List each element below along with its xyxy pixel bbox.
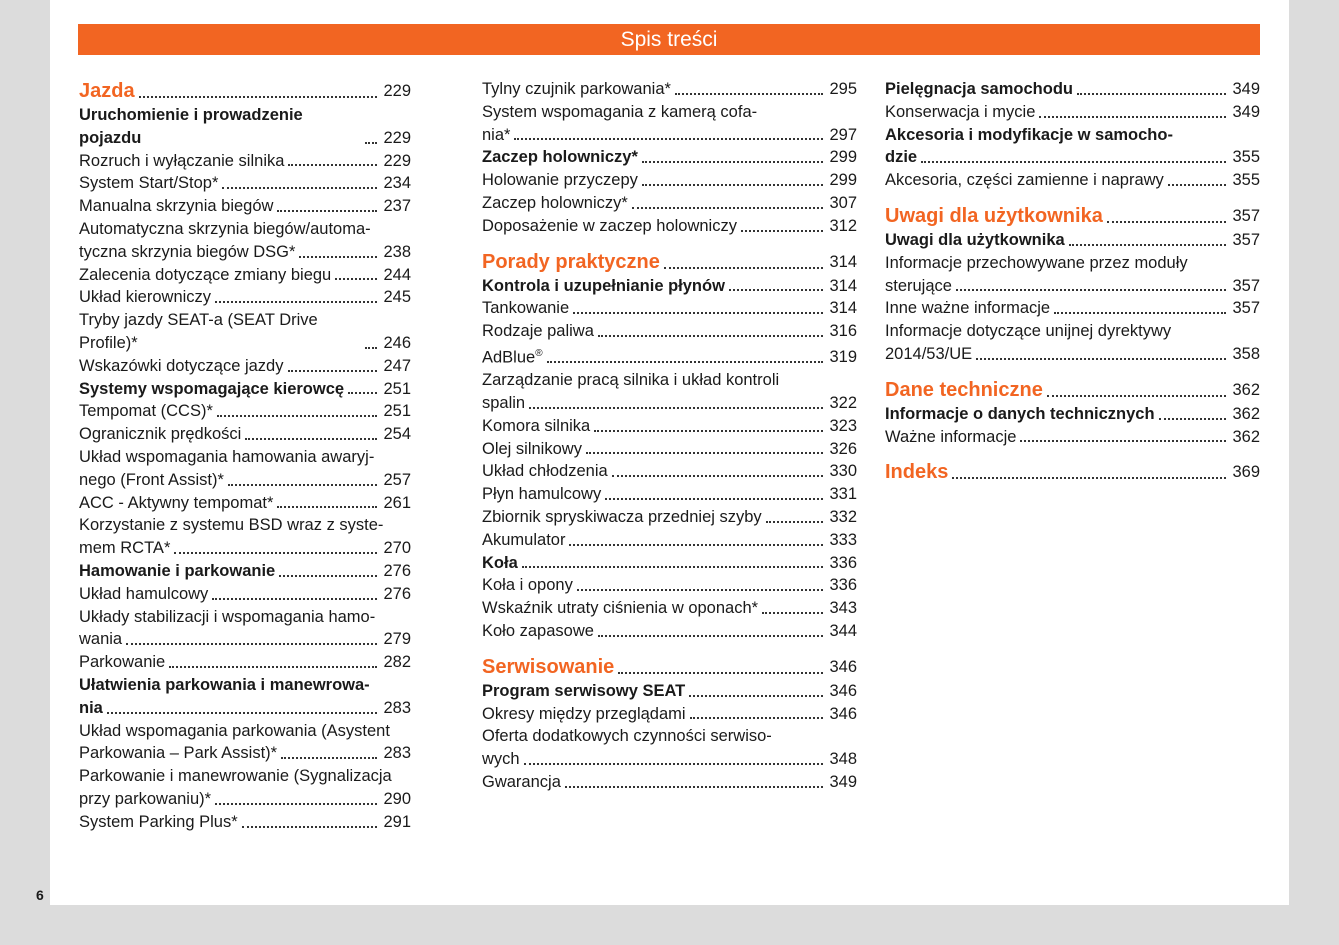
toc-entry[interactable] bbox=[79, 355, 411, 378]
toc-entry-title: Zaczep holowniczy* bbox=[482, 193, 628, 212]
toc-entry-title-line: Informacje dotyczące unijnej dyrektywy bbox=[885, 322, 1172, 341]
dot-leader bbox=[212, 598, 377, 600]
toc-entry-page: 283 bbox=[383, 744, 411, 763]
toc-entry-page: 244 bbox=[383, 265, 411, 284]
dot-leader bbox=[618, 672, 823, 674]
dot-leader bbox=[348, 392, 377, 394]
dot-leader bbox=[365, 142, 377, 144]
toc-entry-page: 291 bbox=[383, 812, 411, 831]
toc-section-entry[interactable] bbox=[482, 249, 857, 275]
dot-leader bbox=[675, 93, 823, 95]
toc-entry-page: 251 bbox=[383, 402, 411, 421]
toc-entry-page: 238 bbox=[383, 242, 411, 261]
toc-entry[interactable] bbox=[79, 606, 411, 652]
dot-leader bbox=[642, 161, 823, 163]
dot-leader bbox=[299, 256, 377, 258]
toc-entry-title: Komora silnika bbox=[482, 416, 591, 435]
toc-entry[interactable] bbox=[885, 78, 1260, 101]
dot-leader bbox=[522, 566, 823, 568]
dot-leader bbox=[976, 358, 1226, 360]
toc-entry-title: wania bbox=[79, 630, 123, 649]
toc-entry[interactable] bbox=[482, 369, 857, 415]
toc-entry-page: 355 bbox=[1232, 148, 1260, 167]
toc-entry-title: Wskazówki dotyczące jazdy bbox=[79, 356, 284, 375]
dot-leader bbox=[594, 430, 823, 432]
dot-leader bbox=[281, 757, 377, 759]
dot-leader bbox=[215, 301, 377, 303]
toc-entry-page: 234 bbox=[383, 174, 411, 193]
dot-leader bbox=[1054, 312, 1226, 314]
dot-leader bbox=[1069, 244, 1226, 246]
toc-entry-page: 237 bbox=[383, 197, 411, 216]
toc-entry-page: 344 bbox=[829, 622, 857, 641]
toc-entry-page: 362 bbox=[1232, 404, 1260, 423]
toc-entry-page: 346 bbox=[829, 657, 857, 676]
toc-entry-page: 261 bbox=[383, 493, 411, 512]
toc-entry-page: 346 bbox=[829, 704, 857, 723]
toc-entry-title: Parkowania – Park Assist)* bbox=[79, 744, 278, 763]
dot-leader bbox=[605, 498, 823, 500]
toc-entry-title: Konserwacja i mycie bbox=[885, 102, 1036, 121]
dot-leader bbox=[169, 666, 377, 668]
toc-entry-page: 358 bbox=[1232, 344, 1260, 363]
toc-entry-page: 290 bbox=[383, 789, 411, 808]
dot-leader bbox=[1020, 440, 1226, 442]
toc-entry[interactable] bbox=[79, 195, 411, 218]
toc-section-entry[interactable] bbox=[885, 377, 1260, 403]
toc-entry-page: 349 bbox=[829, 773, 857, 792]
toc-entry-page: 333 bbox=[829, 530, 857, 549]
toc-entry-title: Rodzaje paliwa bbox=[482, 322, 594, 341]
toc-entry[interactable] bbox=[79, 264, 411, 287]
dot-leader bbox=[642, 184, 823, 186]
dot-leader bbox=[689, 695, 823, 697]
toc-column-2 bbox=[482, 78, 857, 794]
dot-leader bbox=[524, 763, 823, 765]
toc-entry-title: Koła i opony bbox=[482, 576, 573, 595]
dot-leader bbox=[766, 521, 823, 523]
toc-entry-title-line: Układ wspomagania hamowania awaryj- bbox=[79, 447, 375, 466]
toc-entry-title: Układ kierowniczy bbox=[79, 288, 212, 307]
toc-entry-title: Zbiornik spryskiwacza przedniej szyby bbox=[482, 508, 762, 527]
page-number: 6 bbox=[36, 887, 44, 903]
dot-leader bbox=[586, 452, 823, 454]
toc-entry[interactable] bbox=[482, 552, 857, 575]
toc-entry-title-line: Informacje przechowywane przez moduły bbox=[885, 253, 1188, 272]
toc-entry-title-line: Korzystanie z systemu BSD wraz z syste- bbox=[79, 516, 384, 535]
toc-entry-page: 355 bbox=[1232, 171, 1260, 190]
toc-entry-page: 251 bbox=[383, 379, 411, 398]
toc-entry-title: Gwarancja bbox=[482, 773, 561, 792]
toc-entry[interactable] bbox=[79, 720, 411, 766]
toc-entry-page: 307 bbox=[829, 193, 857, 212]
toc-entry[interactable] bbox=[482, 146, 857, 169]
toc-entry[interactable] bbox=[482, 169, 857, 192]
toc-entry-title: nia* bbox=[482, 125, 511, 144]
toc-entry-title: Systemy wspomagające kierowcę bbox=[79, 379, 345, 398]
dot-leader bbox=[279, 575, 377, 577]
toc-entry[interactable] bbox=[79, 400, 411, 423]
toc-entry[interactable] bbox=[482, 460, 857, 483]
dot-leader bbox=[573, 312, 823, 314]
toc-entry-title: Wskaźnik utraty ciśnienia w oponach* bbox=[482, 599, 759, 618]
toc-entry-page: 362 bbox=[1232, 427, 1260, 446]
toc-entry-page: 276 bbox=[383, 561, 411, 580]
dot-leader bbox=[222, 187, 377, 189]
toc-entry-page: 336 bbox=[829, 553, 857, 572]
dot-leader bbox=[1168, 184, 1226, 186]
toc-entry-page: 270 bbox=[383, 539, 411, 558]
toc-entry-title: sterujące bbox=[885, 276, 952, 295]
toc-entry-title: Rozruch i wyłączanie silnika bbox=[79, 151, 285, 170]
toc-entry-title-line: Układy stabilizacji i wspomagania hamo- bbox=[79, 607, 376, 626]
toc-entry-title-line: Automatyczna skrzynia biegów/automa- bbox=[79, 219, 371, 238]
toc-entry-title-line: System wspomagania z kamerą cofa- bbox=[482, 102, 758, 121]
toc-entry-title: tyczna skrzynia biegów DSG* bbox=[79, 242, 296, 261]
toc-entry-page: 331 bbox=[829, 485, 857, 504]
toc-section-entry[interactable] bbox=[885, 203, 1260, 229]
toc-column-1 bbox=[79, 78, 411, 834]
toc-entry-page: 346 bbox=[829, 681, 857, 700]
dot-leader bbox=[612, 475, 823, 477]
toc-entry-page: 276 bbox=[383, 584, 411, 603]
dot-leader bbox=[288, 370, 378, 372]
toc-section-entry[interactable] bbox=[885, 459, 1260, 485]
toc-entry-page: 314 bbox=[829, 276, 857, 295]
dot-leader bbox=[1077, 93, 1226, 95]
toc-entry-title: Tankowanie bbox=[482, 299, 570, 318]
dot-leader bbox=[1107, 221, 1226, 223]
toc-entry[interactable] bbox=[482, 192, 857, 215]
toc-section-title: Jazda bbox=[79, 80, 135, 102]
toc-entry[interactable] bbox=[79, 811, 411, 834]
toc-entry[interactable] bbox=[482, 343, 857, 369]
dot-leader bbox=[952, 477, 1226, 479]
toc-entry-title: Manualna skrzynia biegów bbox=[79, 197, 274, 216]
toc-entry-title: Akumulator bbox=[482, 530, 566, 549]
toc-entry[interactable] bbox=[885, 426, 1260, 449]
toc-entry[interactable] bbox=[885, 101, 1260, 124]
toc-entry-title: Parkowanie bbox=[79, 653, 166, 672]
toc-entry-title: System Parking Plus* bbox=[79, 812, 238, 831]
toc-entry[interactable] bbox=[79, 104, 411, 150]
toc-entry[interactable] bbox=[885, 169, 1260, 192]
toc-entry-page: 323 bbox=[829, 416, 857, 435]
dot-leader bbox=[921, 161, 1226, 163]
toc-entry[interactable] bbox=[79, 446, 411, 492]
toc-entry-page: 254 bbox=[383, 425, 411, 444]
dot-leader bbox=[1047, 395, 1226, 397]
toc-entry-title: System Start/Stop* bbox=[79, 174, 219, 193]
toc-entry-title-line: Oferta dodatkowych czynności serwiso- bbox=[482, 727, 772, 746]
toc-entry-page: 316 bbox=[829, 322, 857, 341]
dot-leader bbox=[729, 289, 823, 291]
toc-entry-title: dzie bbox=[885, 148, 918, 167]
toc-entry[interactable] bbox=[482, 771, 857, 794]
toc-entry-title: Płyn hamulcowy bbox=[482, 485, 602, 504]
toc-entry-title-line: Parkowanie i manewrowanie (Sygnalizacja bbox=[79, 767, 392, 786]
dot-leader bbox=[139, 96, 377, 98]
dot-leader bbox=[569, 544, 823, 546]
toc-entry[interactable] bbox=[79, 218, 411, 264]
toc-section-entry[interactable] bbox=[79, 78, 411, 104]
toc-entry[interactable] bbox=[482, 320, 857, 343]
toc-entry-title: Tempomat (CCS)* bbox=[79, 402, 213, 421]
dot-leader bbox=[365, 347, 377, 349]
toc-entry-page: 246 bbox=[383, 333, 411, 352]
dot-leader bbox=[565, 786, 823, 788]
toc-entry[interactable] bbox=[482, 101, 857, 147]
dot-leader bbox=[547, 361, 823, 363]
toc-entry-title: Program serwisowy SEAT bbox=[482, 681, 686, 700]
toc-entry-title: Zalecenia dotyczące zmiany biegu bbox=[79, 265, 332, 284]
toc-entry-title: nego (Front Assist)* bbox=[79, 470, 224, 489]
toc-entry-page: 343 bbox=[829, 599, 857, 618]
toc-entry-page: 312 bbox=[829, 216, 857, 235]
toc-section-title: Dane techniczne bbox=[885, 378, 1043, 401]
toc-entry[interactable] bbox=[79, 423, 411, 446]
toc-entry[interactable] bbox=[79, 560, 411, 583]
dot-leader bbox=[956, 289, 1226, 291]
toc-entry-title: nia bbox=[79, 698, 103, 717]
dot-leader bbox=[598, 335, 823, 337]
toc-entry-page: 322 bbox=[829, 394, 857, 413]
toc-entry-title-line: Zarządzanie pracą silnika i układ kontroli bbox=[482, 371, 780, 390]
toc-entry-page: 229 bbox=[383, 128, 411, 147]
dot-leader bbox=[514, 138, 823, 140]
dot-leader bbox=[741, 230, 823, 232]
dot-leader bbox=[126, 643, 377, 645]
toc-entry[interactable] bbox=[482, 506, 857, 529]
toc-entry-page: 299 bbox=[829, 171, 857, 190]
toc-entry[interactable] bbox=[79, 492, 411, 515]
toc-entry[interactable] bbox=[482, 78, 857, 101]
toc-entry[interactable] bbox=[482, 483, 857, 506]
toc-entry[interactable] bbox=[885, 297, 1260, 320]
toc-entry-title-line: Układ wspomagania parkowania (Asystent bbox=[79, 721, 390, 740]
toc-entry[interactable] bbox=[79, 765, 411, 811]
toc-section-entry[interactable] bbox=[482, 654, 857, 680]
dot-leader bbox=[762, 612, 823, 614]
toc-entry-page: 348 bbox=[829, 750, 857, 769]
dot-leader bbox=[217, 415, 377, 417]
toc-entry-title: Tryby jazdy SEAT-a (SEAT Drive Profile)* bbox=[79, 311, 318, 352]
toc-entry[interactable] bbox=[885, 403, 1260, 426]
toc-entry-page: 257 bbox=[383, 470, 411, 489]
toc-entry-page: 297 bbox=[829, 125, 857, 144]
toc-entry-page: 314 bbox=[829, 252, 857, 271]
dot-leader bbox=[577, 589, 823, 591]
toc-entry-title: Okresy między przeglądami bbox=[482, 704, 686, 723]
toc-entry[interactable] bbox=[79, 172, 411, 195]
toc-entry-title: Kontrola i uzupełnianie płynów bbox=[482, 276, 725, 295]
toc-entry-title: Tylny czujnik parkowania* bbox=[482, 80, 671, 98]
dot-leader bbox=[690, 717, 823, 719]
toc-entry-page: 295 bbox=[829, 80, 857, 98]
toc-entry[interactable] bbox=[482, 297, 857, 320]
dot-leader bbox=[107, 712, 377, 714]
toc-entry[interactable] bbox=[482, 438, 857, 461]
dot-leader bbox=[215, 803, 377, 805]
toc-entry[interactable] bbox=[885, 252, 1260, 298]
dot-leader bbox=[277, 210, 377, 212]
toc-entry[interactable] bbox=[482, 215, 857, 238]
toc-entry-title: spalin bbox=[482, 394, 526, 413]
toc-entry[interactable] bbox=[79, 583, 411, 606]
dot-leader bbox=[228, 484, 377, 486]
toc-entry-title: Hamowanie i parkowanie bbox=[79, 561, 276, 580]
toc-entry-title: przy parkowaniu)* bbox=[79, 789, 212, 808]
toc-entry-page: 229 bbox=[383, 151, 411, 170]
toc-entry[interactable] bbox=[79, 150, 411, 173]
toc-entry[interactable] bbox=[885, 124, 1260, 170]
toc-entry-page: 282 bbox=[383, 653, 411, 672]
toc-entry-title: Układ chłodzenia bbox=[482, 462, 608, 481]
toc-entry-title: ACC - Aktywny tempomat* bbox=[79, 493, 274, 512]
toc-entry[interactable] bbox=[79, 309, 411, 355]
dot-leader bbox=[664, 267, 823, 269]
toc-entry-title: AdBlue® bbox=[482, 347, 543, 367]
toc-entry-page: 357 bbox=[1232, 230, 1260, 249]
toc-entry-title: Inne ważne informacje bbox=[885, 299, 1051, 318]
toc-section-title: Indeks bbox=[885, 461, 949, 484]
toc-entry-title: wych bbox=[482, 750, 520, 769]
toc-section-title: Serwisowanie bbox=[482, 655, 615, 678]
toc-entry-page: 247 bbox=[383, 356, 411, 375]
dot-leader bbox=[598, 635, 823, 637]
toc-entry-page: 299 bbox=[829, 148, 857, 167]
toc-entry-title: Uruchomienie i prowadzenie pojazdu bbox=[79, 106, 303, 147]
toc-entry[interactable] bbox=[482, 725, 857, 771]
toc-entry-title: Uwagi dla użytkownika bbox=[885, 230, 1065, 249]
toc-entry-page: 326 bbox=[829, 439, 857, 458]
dot-leader bbox=[174, 552, 377, 554]
dot-leader bbox=[1159, 418, 1226, 420]
toc-entry[interactable] bbox=[482, 703, 857, 726]
toc-entry-page: 332 bbox=[829, 508, 857, 527]
toc-entry-title: Akcesoria, części zamienne i naprawy bbox=[885, 171, 1164, 190]
toc-entry[interactable] bbox=[79, 674, 411, 720]
toc-entry[interactable] bbox=[885, 320, 1260, 366]
toc-entry-page: 357 bbox=[1232, 206, 1260, 225]
toc-entry-title: Zaczep holowniczy* bbox=[482, 148, 638, 167]
toc-entry[interactable] bbox=[482, 680, 857, 703]
toc-entry-page: 283 bbox=[383, 698, 411, 717]
toc-entry[interactable] bbox=[482, 529, 857, 552]
toc-entry-page: 349 bbox=[1232, 80, 1260, 98]
toc-entry-title: mem RCTA* bbox=[79, 539, 171, 558]
toc-entry[interactable] bbox=[482, 574, 857, 597]
toc-entry-title: Doposażenie w zaczep holowniczy bbox=[482, 216, 737, 235]
toc-entry-page: 279 bbox=[383, 630, 411, 649]
toc-entry-title-line: Ułatwienia parkowania i manewrowa- bbox=[79, 675, 370, 694]
toc-entry-title: Koła bbox=[482, 553, 518, 572]
dot-leader bbox=[277, 506, 377, 508]
toc-section-title: Porady praktyczne bbox=[482, 250, 660, 273]
toc-entry-page: 357 bbox=[1232, 299, 1260, 318]
dot-leader bbox=[529, 407, 823, 409]
toc-entry-page: 245 bbox=[383, 288, 411, 307]
toc-entry-title: Informacje o danych technicznych bbox=[885, 404, 1155, 423]
toc-section-title: Uwagi dla użytkownika bbox=[885, 204, 1103, 227]
toc-entry-title: Ogranicznik prędkości bbox=[79, 425, 242, 444]
document-page bbox=[50, 0, 1289, 905]
toc-entry-title: Koło zapasowe bbox=[482, 622, 594, 641]
dot-leader bbox=[288, 164, 377, 166]
toc-entry[interactable] bbox=[79, 514, 411, 560]
toc-entry[interactable] bbox=[482, 275, 857, 298]
toc-column-3 bbox=[885, 78, 1260, 485]
dot-leader bbox=[1039, 116, 1226, 118]
dot-leader bbox=[242, 826, 377, 828]
toc-entry[interactable] bbox=[79, 378, 411, 401]
toc-entry[interactable] bbox=[482, 620, 857, 643]
toc-entry-page: 357 bbox=[1232, 276, 1260, 295]
toc-entry[interactable] bbox=[482, 415, 857, 438]
toc-entry-page: 314 bbox=[829, 299, 857, 318]
toc-entry-title-line: Akcesoria i modyfikacje w samocho- bbox=[885, 125, 1173, 144]
dot-leader bbox=[632, 207, 823, 209]
toc-entry-title: Ważne informacje bbox=[885, 427, 1017, 446]
toc-entry-title: Olej silnikowy bbox=[482, 439, 582, 458]
toc-entry[interactable] bbox=[79, 651, 411, 674]
toc-entry-page: 349 bbox=[1232, 102, 1260, 121]
toc-entry-title: Holowanie przyczepy bbox=[482, 171, 638, 190]
toc-entry[interactable] bbox=[482, 597, 857, 620]
toc-entry[interactable] bbox=[79, 286, 411, 309]
toc-entry-page: 362 bbox=[1232, 380, 1260, 399]
dot-leader bbox=[335, 278, 377, 280]
dot-leader bbox=[245, 438, 377, 440]
toc-entry-title: Pielęgnacja samochodu bbox=[885, 80, 1073, 98]
toc-entry-page: 336 bbox=[829, 576, 857, 595]
toc-entry[interactable] bbox=[885, 229, 1260, 252]
toc-header: Spis treści bbox=[78, 24, 1260, 55]
toc-entry-page: 369 bbox=[1232, 463, 1260, 482]
toc-entry-title: 2014/53/UE bbox=[885, 344, 973, 363]
toc-entry-page: 229 bbox=[383, 82, 411, 100]
toc-entry-title: Układ hamulcowy bbox=[79, 584, 209, 603]
toc-entry-page: 330 bbox=[829, 462, 857, 481]
toc-entry-page: 319 bbox=[829, 348, 857, 367]
